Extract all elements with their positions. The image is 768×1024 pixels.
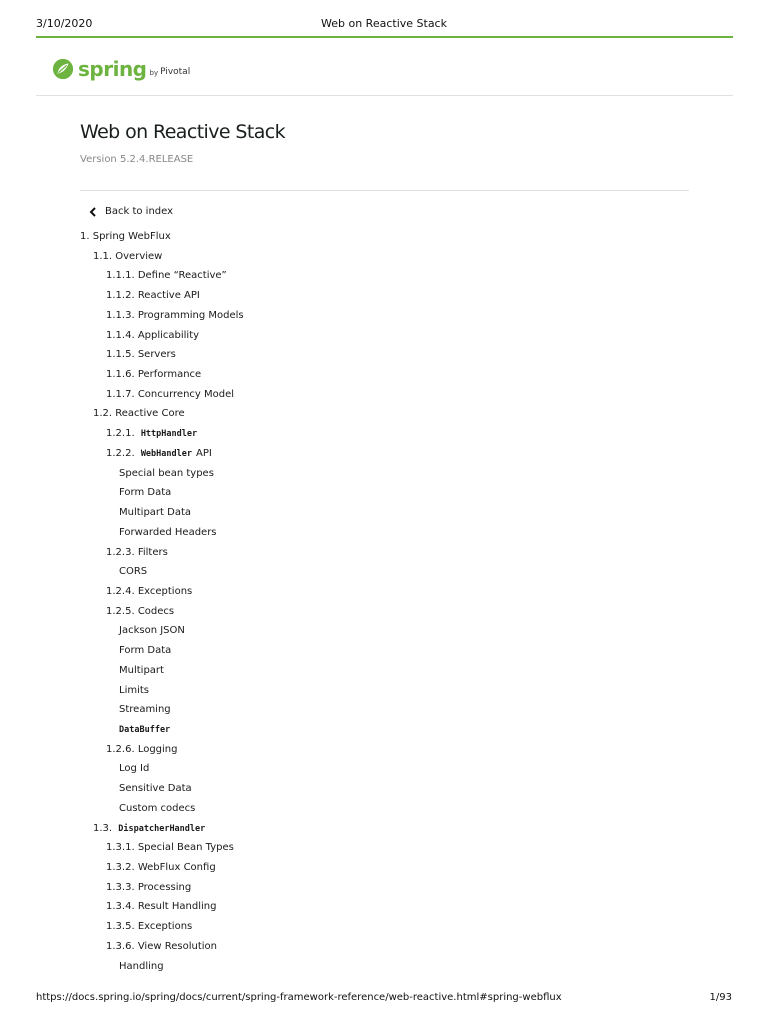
toc-number: 1.1.2. bbox=[106, 290, 138, 302]
toc-link[interactable] bbox=[119, 625, 185, 636]
toc-text: Streaming bbox=[119, 704, 171, 716]
toc-link[interactable] bbox=[119, 665, 164, 676]
back-to-index-label: Back to index bbox=[105, 206, 174, 217]
toc-text: Performance bbox=[137, 369, 202, 381]
print-date: 3/10/2020 bbox=[36, 17, 93, 30]
toc-link[interactable] bbox=[119, 724, 170, 735]
toc-text: Multipart Data bbox=[119, 507, 192, 519]
logo-by: by bbox=[149, 69, 159, 77]
spring-logo[interactable] bbox=[52, 56, 190, 82]
toc-link[interactable] bbox=[119, 763, 149, 774]
toc-number: 1.3.4. bbox=[106, 901, 138, 913]
toc-number: 1.1.1. bbox=[106, 270, 138, 282]
footer-page-number: 1/93 bbox=[709, 992, 732, 1003]
toc-link[interactable] bbox=[106, 586, 192, 597]
toc-text: Custom codecs bbox=[119, 802, 196, 814]
footer-url: https://docs.spring.io/spring/docs/current/spring-framework-reference/web-reactive.html#spring-webflux bbox=[36, 992, 562, 1003]
page-title: Web on Reactive Stack bbox=[80, 121, 286, 143]
toc-number: 1.3.3. bbox=[106, 881, 138, 893]
toc-text: Processing bbox=[137, 881, 192, 893]
toc-number: 1.1.4. bbox=[106, 329, 138, 341]
toc-number: 1.2. bbox=[93, 408, 116, 420]
toc-text: Exceptions bbox=[137, 585, 193, 597]
toc-number: 1. bbox=[80, 231, 93, 242]
toc-text: Result Handling bbox=[137, 901, 217, 913]
toc-link[interactable] bbox=[93, 251, 162, 262]
toc-number: 1.2.5. bbox=[106, 605, 138, 617]
toc-code: DispatcherHandler bbox=[118, 823, 206, 834]
toc-number: 1.1.6. bbox=[106, 369, 138, 381]
toc-link[interactable] bbox=[106, 428, 197, 439]
toc-link[interactable] bbox=[119, 566, 147, 577]
toc-number: 1.3.5. bbox=[106, 921, 138, 933]
toc-text: Concurrency Model bbox=[137, 388, 235, 400]
toc-text: Form Data bbox=[119, 645, 172, 657]
toc-text: WebFlux Config bbox=[137, 862, 216, 874]
toc-link[interactable] bbox=[106, 901, 216, 912]
toc-text: Servers bbox=[137, 349, 176, 361]
toc-text: Forwarded Headers bbox=[119, 526, 217, 538]
toc-text: Handling bbox=[119, 960, 164, 972]
toc-number: 1.2.2. bbox=[106, 447, 138, 459]
toc-number: 1.1.3. bbox=[106, 309, 138, 321]
toc-link[interactable] bbox=[119, 783, 192, 794]
toc-number: 1.3.2. bbox=[106, 862, 138, 874]
toc-text: API bbox=[196, 447, 212, 459]
toc-text: Sensitive Data bbox=[119, 783, 192, 795]
toc-text: Log Id bbox=[119, 763, 150, 775]
toc-link[interactable] bbox=[93, 408, 185, 419]
toc-link[interactable] bbox=[106, 389, 234, 400]
toc-number: 1.1. bbox=[93, 250, 116, 262]
toc-link[interactable] bbox=[119, 803, 195, 814]
header-rule bbox=[36, 36, 733, 38]
toc-number: 1.2.1. bbox=[106, 428, 138, 440]
toc-link[interactable] bbox=[93, 823, 205, 834]
toc-link[interactable] bbox=[119, 487, 171, 498]
toc-link[interactable] bbox=[106, 448, 212, 459]
print-title: Web on Reactive Stack bbox=[321, 17, 447, 30]
toc-text: Reactive Core bbox=[115, 408, 185, 420]
toc-text: Logging bbox=[137, 743, 178, 755]
logo-divider bbox=[36, 95, 733, 96]
toc-link[interactable] bbox=[106, 882, 191, 893]
toc-link[interactable] bbox=[106, 349, 176, 360]
version-label: Version 5.2.4.RELEASE bbox=[80, 154, 194, 165]
toc-number: 1.3.1. bbox=[106, 842, 138, 854]
toc-link[interactable] bbox=[106, 270, 227, 281]
toc-text: Overview bbox=[115, 250, 163, 262]
toc-text: Applicability bbox=[137, 329, 200, 341]
toc-link[interactable] bbox=[119, 468, 214, 479]
toc-link[interactable] bbox=[119, 704, 171, 715]
toc-link[interactable] bbox=[106, 842, 234, 853]
toc-number: 1.2.6. bbox=[106, 743, 138, 755]
title-divider bbox=[80, 190, 689, 191]
toc-link[interactable] bbox=[106, 862, 216, 873]
back-to-index-link[interactable] bbox=[89, 206, 173, 217]
toc-number: 1.3.6. bbox=[106, 940, 138, 952]
toc-link[interactable] bbox=[106, 290, 200, 301]
toc-link[interactable] bbox=[119, 645, 171, 656]
toc-number: 1.1.5. bbox=[106, 349, 138, 361]
toc-link[interactable] bbox=[106, 606, 174, 617]
chevron-left-icon bbox=[89, 207, 97, 217]
toc-text: Special Bean Types bbox=[137, 842, 234, 854]
toc-link[interactable] bbox=[119, 527, 217, 538]
logo-pivotal: Pivotal bbox=[160, 67, 191, 77]
spring-leaf-icon bbox=[52, 58, 74, 80]
toc-link[interactable] bbox=[106, 369, 201, 380]
toc-text: CORS bbox=[119, 566, 148, 578]
toc-text: Jackson JSON bbox=[119, 625, 185, 637]
toc-link[interactable] bbox=[106, 941, 217, 952]
toc-text: Codecs bbox=[137, 605, 175, 617]
toc-text: Filters bbox=[137, 546, 168, 558]
toc-code: WebHandler bbox=[140, 448, 192, 459]
print-header bbox=[0, 0, 768, 38]
logo-wordmark: spring bbox=[78, 57, 147, 81]
toc-link[interactable] bbox=[119, 507, 191, 518]
toc-link[interactable] bbox=[119, 961, 164, 972]
toc-link[interactable] bbox=[106, 921, 192, 932]
toc-text: Limits bbox=[119, 684, 149, 696]
toc-text: Programming Models bbox=[137, 309, 244, 321]
toc-number: 1.2.4. bbox=[106, 585, 138, 597]
toc-text: Multipart bbox=[119, 664, 164, 676]
toc-number: 1.2.3. bbox=[106, 546, 138, 558]
toc-link[interactable] bbox=[119, 685, 149, 696]
toc-number: 1.1.7. bbox=[106, 388, 138, 400]
toc-link[interactable] bbox=[106, 330, 199, 341]
toc-link[interactable] bbox=[80, 231, 171, 242]
toc-text: Reactive API bbox=[137, 290, 200, 302]
toc-text: Define “Reactive” bbox=[137, 270, 227, 282]
toc-link[interactable] bbox=[106, 547, 168, 558]
toc-number: 1.3. bbox=[93, 822, 116, 834]
toc-code: HttpHandler bbox=[140, 429, 198, 440]
toc-text: Exceptions bbox=[137, 921, 193, 933]
toc-code: DataBuffer bbox=[119, 725, 171, 735]
toc-text: View Resolution bbox=[137, 940, 217, 952]
toc-text: Spring WebFlux bbox=[92, 231, 171, 242]
toc-text: Special bean types bbox=[119, 467, 214, 479]
toc-text: Form Data bbox=[119, 487, 172, 499]
toc-link[interactable] bbox=[106, 310, 244, 321]
toc-link[interactable] bbox=[106, 744, 178, 755]
